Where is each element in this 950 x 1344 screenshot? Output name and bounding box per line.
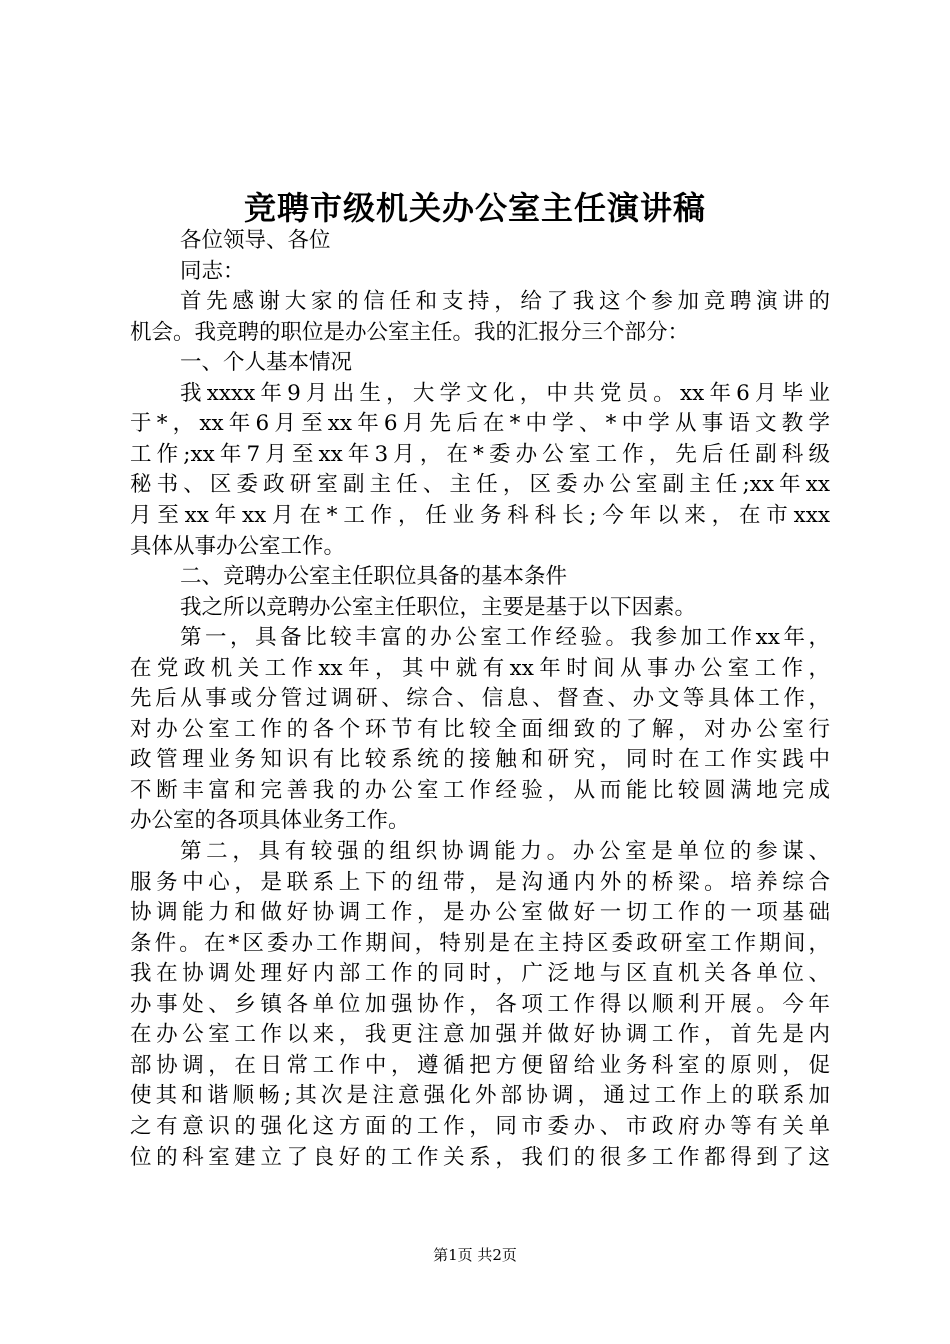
body-line: 同志：: [180, 258, 245, 284]
body-line: 服务中心，是联系上下的纽带，是沟通内外的桥梁。培养综合: [130, 869, 830, 895]
body-line: 一、个人基本情况: [180, 350, 353, 376]
body-line: 秘书、区委政研室副主任、主任，区委办公室副主任;xx年xx: [130, 472, 830, 498]
body-line: 我xxxx年9月出生，大学文化，中共党员。xx年6月毕业: [180, 380, 830, 406]
body-line: 工作;xx年7月至xx年3月，在*委办公室工作，先后任副科级: [130, 441, 830, 467]
body-line: 首先感谢大家的信任和支持，给了我这个参加竞聘演讲的: [180, 289, 830, 315]
body-line: 办公室的各项具体业务工作。: [130, 808, 410, 834]
page-footer: 第1页 共2页: [433, 1246, 517, 1264]
body-line: 我在协调处理好内部工作的同时，广泛地与区直机关各单位、: [130, 961, 830, 987]
body-line: 我之所以竞聘办公室主任职位，主要是基于以下因素。: [180, 594, 697, 620]
body-line: 于*，xx年6月至xx年6月先后在*中学、*中学从事语文教学: [130, 411, 830, 437]
body-line: 部协调，在日常工作中，遵循把方便留给业务科室的原则，促: [130, 1052, 830, 1078]
body-line: 条件。在*区委办工作期间，特别是在主持区委政研室工作期间，: [130, 930, 830, 956]
body-line: 使其和谐顺畅;其次是注意强化外部协调，通过工作上的联系加: [130, 1083, 830, 1109]
body-line: 位的科室建立了良好的工作关系，我们的很多工作都得到了这: [130, 1144, 830, 1170]
body-line: 各位领导、各位: [180, 228, 331, 253]
body-line: 对办公室工作的各个环节有比较全面细致的了解，对办公室行: [130, 716, 830, 742]
body-line: 协调能力和做好协调工作，是办公室做好一切工作的一项基础: [130, 900, 830, 926]
body-line: 政管理业务知识有比较系统的接触和研究，同时在工作实践中: [130, 747, 830, 773]
body-line: 具体从事办公室工作。: [130, 533, 346, 559]
body-line: 在党政机关工作xx年，其中就有xx年时间从事办公室工作，: [130, 655, 830, 681]
body-line: 在办公室工作以来，我更注意加强并做好协调工作，首先是内: [130, 1022, 830, 1048]
body-line: 先后从事或分管过调研、综合、信息、督查、办文等具体工作，: [130, 686, 830, 712]
body-line: 办事处、乡镇各单位加强协作，各项工作得以顺利开展。今年: [130, 991, 830, 1017]
body-line: 月至xx年xx月在*工作，任业务科科长;今年以来，在市xxx: [130, 502, 830, 528]
body-line: 不断丰富和完善我的办公室工作经验，从而能比较圆满地完成: [130, 777, 830, 803]
body-line: 机会。我竞聘的职位是办公室主任。我的汇报分三个部分：: [130, 319, 690, 345]
body-line: 二、竞聘办公室主任职位具备的基本条件: [180, 564, 568, 590]
body-line: 之有意识的强化这方面的工作，同市委办、市政府办等有关单: [130, 1113, 830, 1139]
body-line: 第一，具备比较丰富的办公室工作经验。我参加工作xx年，: [180, 625, 830, 651]
document-title: 竞聘市级机关办公室主任演讲稿: [243, 189, 706, 227]
body-line: 第二，具有较强的组织协调能力。办公室是单位的参谋、: [180, 839, 830, 864]
